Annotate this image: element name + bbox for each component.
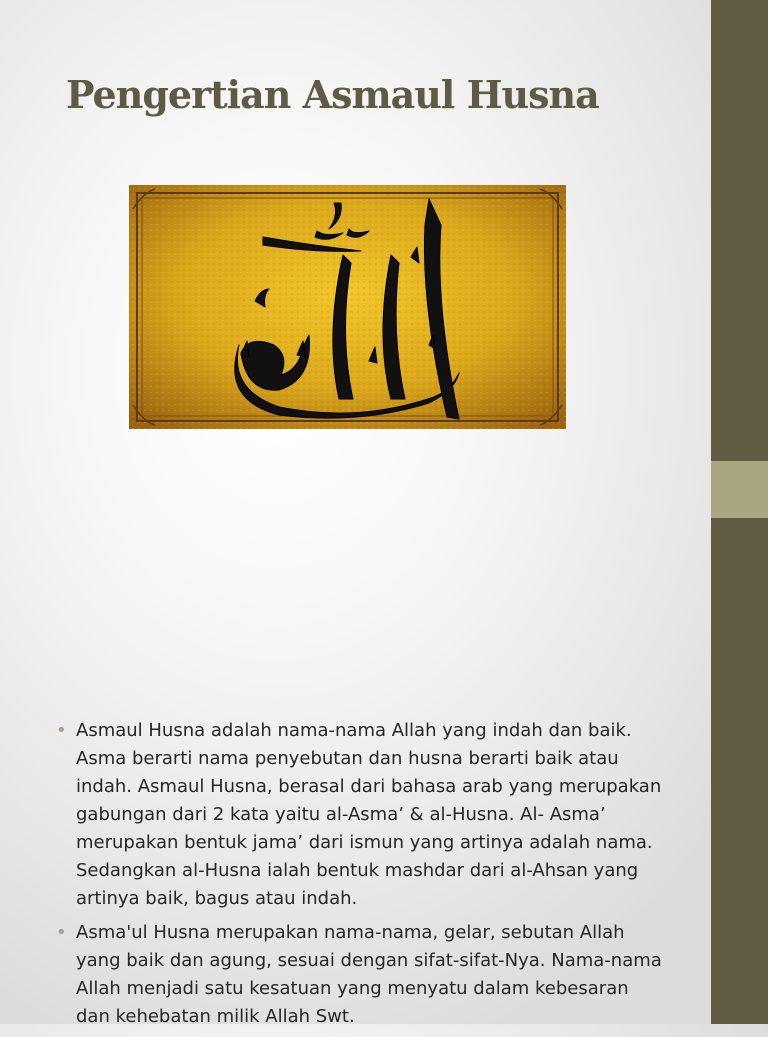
bullet-text: Asmaul Husna adalah nama-nama Allah yang indah dan baik. Asma berarti nama penyebutan dan husna berarti baik atau indah. Asmaul Husna, berasal dari bahasa arab yang merupakan gabungan dari 2 kata yaitu al-Asma’ & al-Husna. Al- Asma’ merupakan bentuk jama’ dari ismun yang artinya adalah nama. Sedangkan al-Husna ialah bentuk mashdar dari al-Ahsan yang artinya baik, bagus atau indah. [76, 720, 662, 909]
sidebar-accent-block [711, 461, 768, 518]
bullet-item [56, 717, 668, 913]
bullet-text: Asma'ul Husna merupakan nama-nama, gelar, sebutan Allah yang baik dan agung, sesuai dengan sifat-sifat-Nya. Nama-nama Allah menjadi satu kesatuan yang menyatu dalam kebesaran dan kehebatan milik Allah Swt. [76, 922, 662, 1027]
allah-calligraphy-image [129, 185, 566, 429]
bullet-item [56, 919, 668, 1031]
bullet-list [56, 717, 668, 1037]
slide-title: Pengertian Asmaul Husna [66, 72, 599, 117]
bullet-marker: • [56, 922, 67, 943]
allah-calligraphy-icon [129, 185, 566, 429]
bullet-marker: • [56, 720, 67, 741]
